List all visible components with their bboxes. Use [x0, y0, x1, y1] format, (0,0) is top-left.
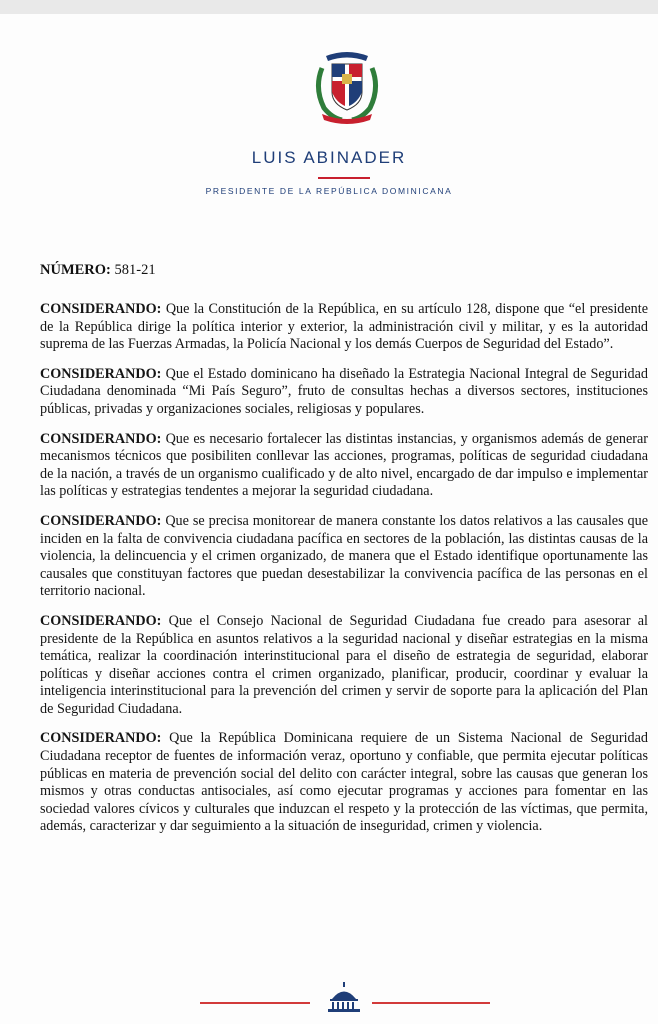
- paragraph-lead: CONSIDERANDO:: [40, 301, 162, 317]
- coat-of-arms-icon: [312, 48, 382, 126]
- paragraph-text: Que la República Dominicana requiere de un Sistema Nacional de Seguridad Ciudadana receptor de fuentes de información veraz, oportuno y confiable, que permita ejecutar políticas públicas en materia de prevención social del delito con carácter integral, sobre las causas que generan los mismos y otras conductas antisociales, así como ejecutar programas y acciones para fomentar en las sociedad valores cívicos y culturales que induzcan el respeto y la protección de las víctimas, que permita, además, caracterizar y dar seguimiento a la situación de inseguridad, crimen y violencia.: [40, 730, 648, 835]
- paragraph-lead: CONSIDERANDO:: [40, 365, 162, 382]
- footer-rule-right: [372, 1002, 490, 1004]
- paragraph-lead: CONSIDERANDO:: [40, 612, 162, 629]
- considerando-paragraph: [40, 730, 648, 836]
- decree-number-value: 581-21: [114, 262, 156, 278]
- paragraph-text: Que el Estado dominicano ha diseñado la Estrategia Nacional Integral de Seguridad Ciudadana denominada “Mi País Seguro”, fruto de consultas hechas a diversos sectores, instituciones públicas, privadas y organizaciones sociales, religiosas y populares.: [40, 365, 649, 417]
- national-palace-dome-icon: [324, 982, 364, 1014]
- decree-number-label: NÚMERO:: [40, 262, 111, 278]
- paragraph-lead: CONSIDERANDO:: [40, 730, 162, 747]
- paragraph-text: Que el Consejo Nacional de Seguridad Ciudadana fue creado para asesorar al presidente de la República en asuntos relativos a la seguridad nacional y diseñar estrategias en la misma temática, realizar la coordinación interinstitucional para el diseño de estrategia de seguridad, elaborar políticas y diseñar acciones contra el crimen organizado, planificar, producir, coordinar y evaluar la inteligencia interinstitucional para la prevención del crimen y servir de soporte para la aplicación del Plan de Seguridad Ciudadana.: [40, 612, 648, 717]
- considerando-paragraph: [40, 301, 648, 354]
- document-body: [40, 301, 648, 848]
- considerando-paragraph: [40, 513, 648, 601]
- author-name: LUIS ABINADER: [251, 148, 407, 167]
- paragraph-text: Que es necesario fortalecer las distintas instancias, y organismos además de generar mecanismos técnicos que posibiliten conllevar las acciones, programas, políticas de seguridad ciudadana de la nación, a través de un organismo cualificado y de alto nivel, encargado de dar impulso e implementar las políticas y estrategias tendentes a mejorar la seguridad ciudadana.: [40, 430, 649, 500]
- considerando-paragraph: [40, 366, 648, 419]
- considerando-paragraph: [40, 613, 648, 719]
- paragraph-text: Que se precisa monitorear de manera constante los datos relativos a las causales que inciden en la falta de convivencia ciudadana pacífica en sectores de la población, las distintas causas de la violencia, la delincuencia y el crimen organizado, de manera que el Estado identifique oportunamente las causales que constituyan factores que puedan desestabilizar la convivencia pacífica de las personas en el territorio nacional.: [40, 512, 649, 600]
- page-footer: [0, 974, 658, 1024]
- footer-rule-left: [200, 1002, 310, 1004]
- paragraph-lead: CONSIDERANDO:: [40, 512, 162, 529]
- author-role: PRESIDENTE DE LA REPÚBLICA DOMINICANA: [205, 186, 453, 196]
- considerando-paragraph: [40, 431, 648, 501]
- document-page: [0, 14, 658, 1024]
- decree-number: [40, 262, 156, 279]
- paragraph-lead: CONSIDERANDO:: [40, 430, 162, 447]
- paragraph-text: Que la Constitución de la República, en su artículo 128, dispone que “el presidente de la República dirige la política interior y exterior, la administración civil y militar, y es la autoridad suprema de las Fuerzas Armadas, la Policía Nacional y los demás Cuerpos de Seguridad del Estado”.: [40, 301, 648, 353]
- name-underline: [318, 177, 370, 179]
